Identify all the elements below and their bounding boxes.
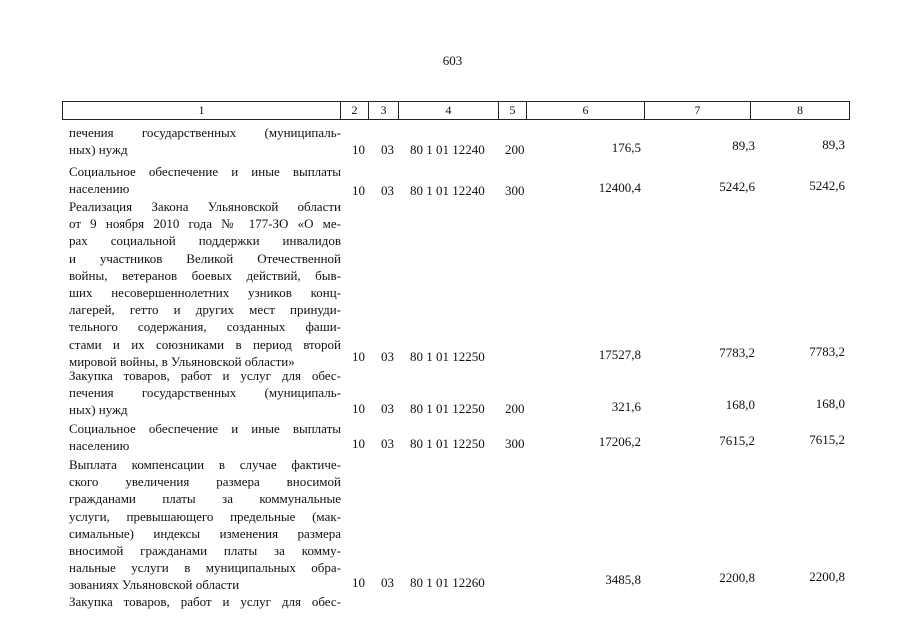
row-amount-8: 168,0 — [815, 396, 845, 411]
row-name-line: населению — [69, 181, 130, 197]
row-name — [69, 420, 341, 454]
row-target-code: 80 1 01 12250 — [410, 436, 485, 451]
row-name-line: услуги, превышающего предельные (мак- — [69, 508, 341, 524]
row-name-line: вносимой гражданами платы за комму- — [69, 543, 341, 559]
header-col-8: 8 — [797, 103, 803, 117]
row-name-line: Закупка товаров, работ и услуг для обес- — [69, 368, 341, 383]
row-name-line: лагерей, гетто и других мест принуди- — [69, 302, 341, 318]
row-name-line: Социальное обеспечение и иные выплаты — [69, 164, 341, 179]
row-chapter: 10 — [352, 575, 365, 590]
row-name-line: тельного содержания, созданных фаши- — [69, 319, 341, 335]
row-target-code: 80 1 01 12260 — [410, 575, 485, 590]
header-col-6: 6 — [527, 102, 645, 119]
row-target-code: 80 1 01 12240 — [410, 183, 485, 198]
row-amount-7: 7615,2 — [719, 433, 755, 448]
row-amount-8: 7615,2 — [809, 432, 845, 447]
row-amount-6: 321,6 — [611, 399, 641, 414]
row-name-line: рах социальной поддержки инвалидов — [69, 233, 341, 249]
row-name — [69, 593, 341, 610]
row-amount-8: 89,3 — [822, 137, 845, 152]
row-target-code: 80 1 01 12250 — [410, 401, 485, 416]
row-name — [69, 367, 341, 419]
row-subchapter: 03 — [381, 436, 394, 451]
row-name-line: Социальное обеспечение и иные выплаты — [69, 421, 341, 436]
header-col-2: 2 — [341, 102, 369, 119]
row-name-line: населению — [69, 438, 130, 454]
row-amount-8: 2200,8 — [809, 569, 845, 584]
row-subchapter: 03 — [381, 349, 394, 364]
row-subchapter: 03 — [381, 575, 394, 590]
row-amount-7: 5242,6 — [719, 179, 755, 194]
header-col-4: 4 — [399, 102, 499, 119]
row-amount-7: 89,3 — [732, 138, 755, 153]
row-name-line: Выплата компенсации в случае фактиче- — [69, 457, 341, 472]
row-name-line: ных) нужд — [69, 142, 128, 158]
row-name — [69, 124, 341, 158]
row-amount-7: 2200,8 — [719, 570, 755, 585]
row-name-line: печения государственных (муниципаль- — [69, 385, 341, 401]
row-name-line: Реализация Закона Ульяновской области — [69, 199, 341, 214]
row-name-line: ших несовершеннолетних узников конц- — [69, 285, 341, 301]
row-subchapter: 03 — [381, 142, 394, 157]
row-name-line: зованиях Ульяновской области — [69, 577, 240, 593]
row-name-line: стами и их союзниками в период второй — [69, 336, 341, 352]
row-amount-6: 3485,8 — [605, 572, 641, 587]
row-amount-8: 5242,6 — [809, 178, 845, 193]
row-amount-6: 17527,8 — [598, 347, 641, 362]
row-name-line: нальные услуги в муниципальных обра- — [69, 560, 341, 576]
row-chapter: 10 — [352, 183, 365, 198]
header-col-7: 7 — [645, 102, 751, 119]
row-amount-6: 12400,4 — [598, 180, 641, 195]
row-target-code: 80 1 01 12250 — [410, 349, 485, 364]
row-subchapter: 03 — [381, 183, 394, 198]
row-name — [69, 456, 341, 594]
row-target-code: 80 1 01 12240 — [410, 142, 485, 157]
header-col-3: 3 — [369, 102, 399, 119]
row-expense-type: 200 — [505, 142, 525, 157]
row-name-line: мировой войны, в Ульяновской области» — [69, 353, 295, 369]
row-name-line: ского увеличения размера вносимой — [69, 474, 341, 490]
row-amount-6: 176,5 — [611, 140, 641, 155]
row-name-line: печения государственных (муниципаль- — [69, 125, 341, 140]
row-chapter: 10 — [352, 142, 365, 157]
row-amount-8: 7783,2 — [809, 344, 845, 359]
row-name-line: войны, ветеранов боевых действий, быв- — [69, 267, 341, 283]
row-name-line: симальные) индексы изменения размера — [69, 525, 341, 541]
row-name-line: ных) нужд — [69, 402, 128, 418]
page-number: 603 — [442, 53, 463, 68]
row-amount-6: 17206,2 — [598, 434, 641, 449]
row-expense-type: 300 — [505, 436, 525, 451]
row-expense-type: 300 — [505, 183, 525, 198]
row-name-line: гражданами платы за коммунальные — [69, 491, 341, 507]
row-name — [69, 163, 341, 197]
row-chapter: 10 — [352, 401, 365, 416]
row-expense-type: 200 — [505, 401, 525, 416]
row-name-line: от 9 ноября 2010 года № 177-ЗО «О ме- — [69, 216, 341, 232]
header-col-1: 1 — [63, 102, 341, 119]
row-subchapter: 03 — [381, 401, 394, 416]
row-name-line: Закупка товаров, работ и услуг для обес- — [69, 594, 341, 609]
row-amount-7: 168,0 — [725, 397, 755, 412]
row-chapter: 10 — [352, 349, 365, 364]
row-amount-7: 7783,2 — [719, 345, 755, 360]
row-name-line: и участников Великой Отечественной — [69, 250, 341, 266]
header-col-5: 5 — [499, 102, 527, 119]
row-name — [69, 198, 341, 370]
row-chapter: 10 — [352, 436, 365, 451]
